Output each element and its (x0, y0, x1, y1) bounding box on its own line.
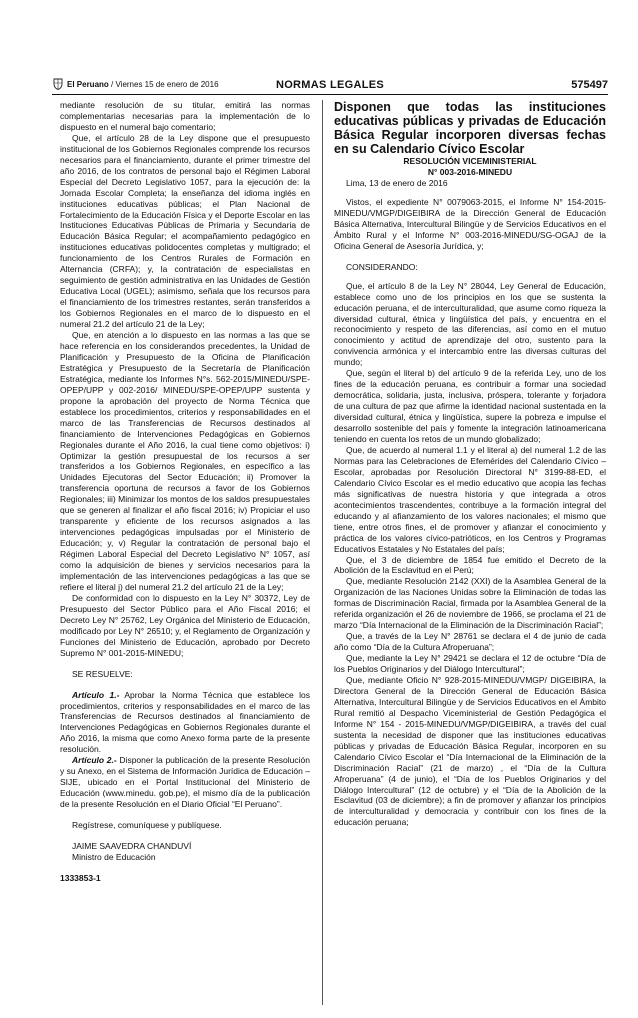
page-header (52, 78, 608, 94)
article-2-label: Artículo 2.- (72, 755, 117, 766)
reference-number: 1333853-1 (60, 872, 101, 883)
considerando-heading: CONSIDERANDO: (346, 261, 418, 272)
article-2-text: Disponer la publicación de la presente Resolución y su Anexo, en el Sistema de Información Jurídica de Educación – SIJE, ubicado en el Portal Institucional del Ministerio de Educación (www.minedu. gob.pe), el mismo día de la publicación de la presente Resolución en el Diario Oficial “El Peruano”. (60, 755, 310, 810)
signer-name: JAIME SAAVEDRA CHANDUVÍ (72, 841, 192, 851)
body-paragraph: Que, mediante Resolución 2142 (XXI) de la Asamblea General de la Organización de las Naciones Unidas sobre la Eliminación de todas las formas de Discriminación Racial, firmada por la Asamblea General de la referida organización el 26 de noviembre de 1966, se proclama el 21 de marzo “Día Internacional de la Eliminación de la Discriminación Racial”; (334, 576, 606, 631)
se-resuelve: SE RESUELVE: (72, 668, 133, 679)
place-date: Lima, 13 de enero de 2016 (346, 178, 448, 188)
body-paragraph: Que, de acuerdo al numeral 1.1 y el literal a) del numeral 1.2 de las Normas para las Celebraciones de Efemérides del Calendario Cívico – Escolar, aprobadas por Resolución Directoral N° 3199-88-ED, el Calendario Cívico Escolar es el medio educativo que acopia las fechas más significativas de nuestra historia y que integrada a otros acontecimientos trascendentes, contribuye a la formación integral del educando y al afianzamiento de los valores nacionales; el mismo que tiene, entre otros fines, el de promover y afianzar el conocimiento y práctica de los valores cívico-patrióticos, en los Centros y Programas Educativos Estatales y No Estatales del país; (334, 444, 606, 554)
vistos-paragraph: Vistos, el expediente N° 0079063-2015, el Informe N° 154-2015-MINEDU/VMGP/DIGEIBIRA de la Dirección General de Educación Básica Alternativa, Intercultural Bilingüe y de Servicios Educativos en el Ámbito Rural y el Informe N° 003-2016-MINEDU/SG-OGAJ de la Oficina General de Asesoría Jurídica, y; (334, 196, 606, 251)
article-2 (60, 755, 310, 810)
section-title: NORMAS LEGALES (275, 79, 385, 91)
body-paragraph: Que, el artículo 28 de la Ley dispone que el presupuesto institucional de los Gobiernos Regionales comprende los recursos necesarios para el financiamiento, durante el primer trimestre del año 2016, de los contratos de personal bajo el Régimen Laboral Especial del Decreto Legislativo 1057, para la ejecución de: la Jornada Escolar Completa; la enseñanza del idioma inglés en instituciones educativas públicas; el Plan Nacional de Fortalecimiento de la Educación Física y el Deporte Escolar en las Instituciones Educativas Públicas de Primaria y Secundaria de Educación Básica Regular; el acompañamiento pedagógico en instituciones educativas polidocentes completas y multigrado; el funcionamiento de los Centros Rurales de Formación en Alternancia (CRFA); y, la contratación de especialistas en seguimiento de gestión administrativa en las Unidades de Gestión Educativa Local (UGEL); asimismo, señala que los recursos para el financiamiento de los trimestres restantes, serán transferidos a los Gobiernos Regionales en el marco de lo dispuesto en el numeral 21.2 del artículo 21 de la Ley; (60, 132, 310, 330)
page-number: 575497 (571, 79, 608, 91)
article-title: Disponen que todas las instituciones educativas públicas y privadas de Educación Básica Regular incorporen diversas fechas en su Calendario Cívico Escolar (334, 100, 606, 156)
body-paragraph: Que, mediante la Ley N° 29421 se declara el 12 de octubre “Día de los Pueblos Originarios y del Diálogo Intercultural”; (334, 653, 606, 675)
resolution-type: RESOLUCIÓN VICEMINISTERIAL (403, 156, 537, 166)
body-paragraph: Que, según el literal b) del artículo 9 de la referida Ley, uno de los fines de la educación peruana, es contribuir a formar una sociedad democrática, solidaria, justa, inclusiva, próspera, tolerante y forjadora de una cultura de paz que afirme la identidad nacional sustentada en la diversidad cultural, étnica y lingüística, supere la pobreza e impulse el desarrollo sostenible del país y fomente la integración latinoamericana teniendo en cuenta los retos de un mundo globalizado; (334, 368, 606, 445)
article-1-text: Aprobar la Norma Técnica que establece los procedimientos, criterios y responsabilidades en el marco de las Transferencias de Recursos destinados al financiamiento de Intervenciones Pedagógicas en Gobiernos Regionales durante el Año 2016, la misma que como Anexo forma parte de la presente resolución. (60, 689, 310, 755)
body-paragraph: Que, el artículo 8 de la Ley N° 28044, Ley General de Educación, establece como uno de los principios en los que se sustenta la educación peruana, el de interculturalidad, que asume como riqueza la diversidad cultural, étnica y lingüística del país, y encuentra en el reconocimiento y respeto de las diferencias, así como en el mutuo conocimiento y actitud de aprendizaje del otro, sustento para la convivencia armónica y el intercambio entre las diversas culturas del mundo; (334, 280, 606, 368)
resolution-number (334, 156, 606, 178)
resolution-code: N° 003-2016-MINEDU (427, 167, 513, 177)
body-paragraph: Que, mediante Oficio N° 928-2015-MINEDU/VMGP/ DIGEIBIRA, la Directora General de la Dirección General de Educación Básica Alternativa, Intercultural Bilingüe y de Servicios Educativos en el Ámbito Rural remitió al Despacho Viceministerial de Gestión Pedagógica el Informe N° 154 - 2015-MINEDU/VMGP/DIGEIBIRA, a través del cual sustenta la necesidad de disponer que las instituciones educativas públicas y privadas de Educación Básica Regular, incorporen en su Calendario Cívico Escolar el “Día Internacional de la Eliminación de la Discriminación Racial” (21 de marzo) , el “Día de la Cultura Afroperuana” (4 de junio), el “Día de los Pueblos Originarios y del Diálogo Intercultural” (12 de octubre) y el “Día de la Abolición de la Esclavitud (03 de diciembre); a fin de promover y afianzar los principios de interculturalidad y democracia y contribuir con los fines de la educación peruana; (334, 674, 606, 828)
article-1 (60, 690, 310, 756)
column-divider (322, 100, 323, 1005)
body-paragraph: Que, a través de la Ley N° 28761 se declara el 4 de junio de cada año como “Día de la Cultura Afroperuana”; (334, 631, 606, 653)
right-column (334, 100, 606, 828)
body-paragraph: Que, en atención a lo dispuesto en las normas a las que se hace referencia en los considerandos precedentes, la Unidad de Planificación y Presupuesto de la Oficina de Planificación Estratégica y Presupuesto de la Secretaría de Planificación Estratégica, mediante los Informes N°s. 562-2015/MINEDU/SPE-OPEP/UPP y 002-2016/ MINEDU/SPE-OPEP/UPP sustenta y propone la aprobación del proyecto de Norma Técnica que establece los procedimientos, criterios y responsabilidades en el marco de las Transferencias de Recursos destinados al financiamiento de Intervenciones Pedagógicas en Gobiernos Regionales durante el Año 2016, la cual tiene como objetivos: i) Optimizar la gestión presupuestal de los recursos a ser transferidos a los Gobiernos Regionales, en específico a las Unidades Ejecutoras del Sector Educación; ii) Promover la transferencia oportuna de recursos a favor de los Gobiernos Regionales; iii) Minimizar los montos de los saldos presupuestales que se generen al finalizar el año fiscal 2016; iv) Propiciar el uso transparente y eficiente de los recursos asignados a las intervenciones pedagógicas impulsadas por el Ministerio de Educación; y, v) Regular la contratación de personal bajo el Régimen Laboral Especial del Decreto Legislativo N° 1057, así como la adquisición de bienes y servicios necesarios para la implementación de las intervenciones pedagógicas a las que se refiere el literal j) del numeral 21.2 del artículo 21 de la Ley; (60, 330, 310, 592)
header-rule (52, 94, 608, 95)
left-column (60, 100, 310, 884)
body-paragraph: mediante resolución de su titular, emitirá las normas complementarias necesarias para la implementación de lo dispuesto en el numeral bajo comentario; (60, 100, 310, 132)
closing-formula: Regístrese, comuníquese y publíquese. (72, 820, 222, 831)
publication-date: / Viernes 15 de enero de 2016 (111, 80, 219, 89)
signer-title: Ministro de Educación (72, 851, 156, 862)
body-paragraph: Que, el 3 de diciembre de 1854 fue emitido el Decreto de la Abolición de la Esclavitud en el Perú; (334, 554, 606, 576)
article-1-label: Artículo 1.- (72, 689, 120, 700)
publication-name: El Peruano (67, 80, 109, 89)
body-paragraph: De conformidad con lo dispuesto en la Ley N° 30372, Ley de Presupuesto del Sector Público para el Año Fiscal 2016; el Decreto Ley N° 25762, Ley Orgánica del Ministerio de Educación, modificado por Ley N° 26510; y, el Reglamento de Organización y Funciones del Ministerio de Educación, aprobado por Decreto Supremo N° 001-2015-MINEDU; (60, 592, 310, 658)
